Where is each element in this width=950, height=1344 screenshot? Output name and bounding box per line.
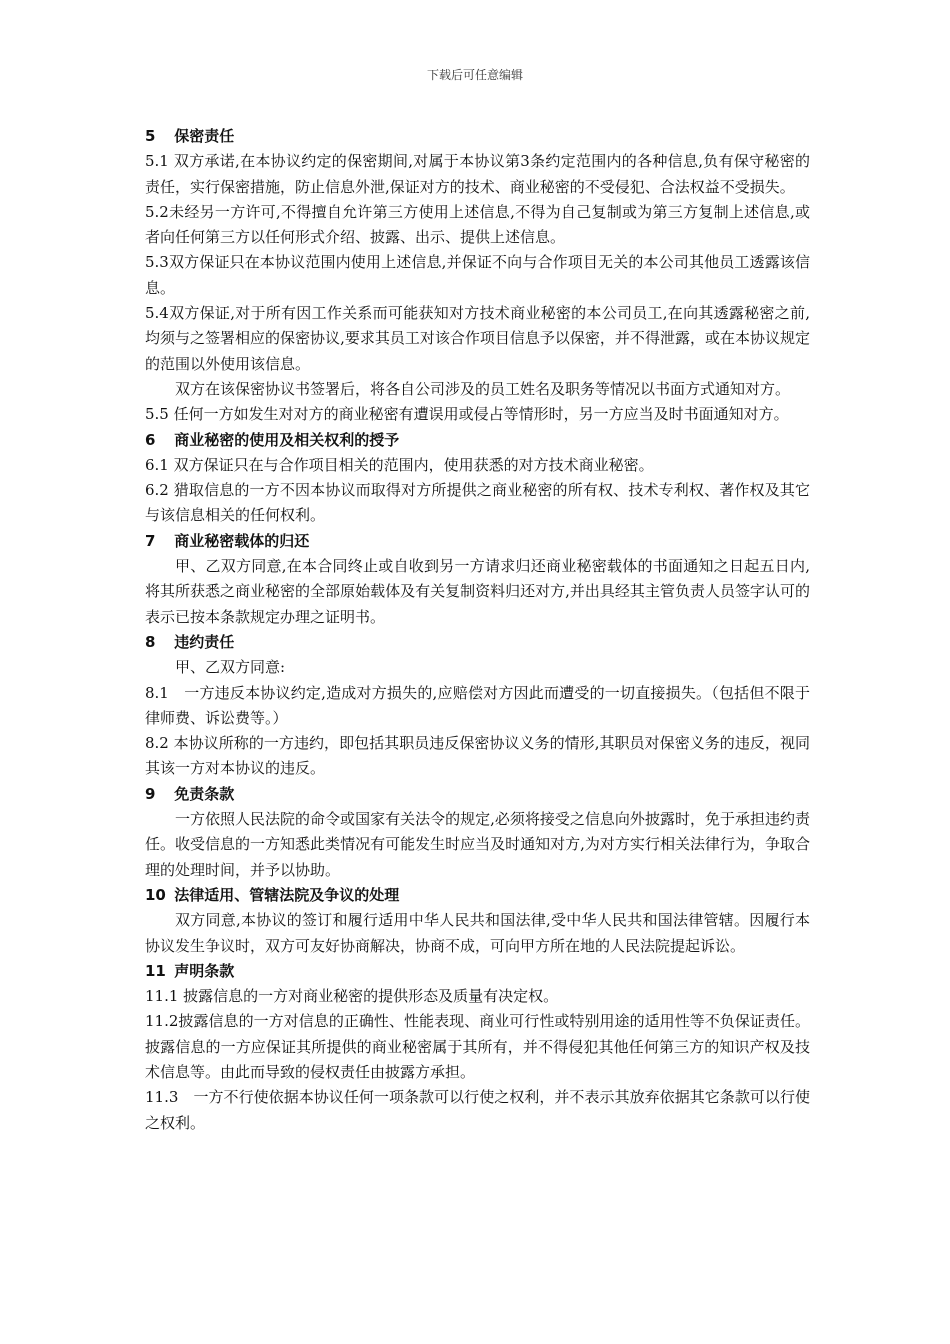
section-number: 6 xyxy=(145,430,156,449)
paragraph: 5.5 任何一方如发生对对方的商业秘密有遭误用或侵占等情形时，另一方应当及时书面通知对方。 xyxy=(145,405,789,424)
section-title: 声明条款 xyxy=(174,961,235,980)
paragraph: 双方同意,本协议的签订和履行适用中华人民共和国法律,受中华人民共和国法律管辖。因履行本协议发生争议时，双方可友好协商解决，协商不成，可向甲方所在地的人民法院提起诉讼。 xyxy=(145,911,810,955)
paragraph: 6.1 双方保证只在与合作项目相关的范围内，使用获悉的对方技术商业秘密。 xyxy=(145,455,654,474)
paragraph: 5.2未经另一方许可,不得擅自允许第三方使用上述信息,不得为自己复制或为第三方复制上述信息,或者向任何第三方以任何形式介绍、披露、出示、提供上述信息。 xyxy=(145,202,810,247)
section-heading-10 xyxy=(145,883,810,908)
paragraph: 8.2 本协议所称的一方违约，即包括其职员违反保密协议义务的情形,其职员对保密义务的违反，视同其该一方对本协议的违反。 xyxy=(145,734,810,778)
paragraph: 甲、乙双方同意,在本合同终止或自收到另一方请求归还商业秘密载体的书面通知之日起五日内,将其所获悉之商业秘密的全部原始载体及有关复制资料归还对方,并出具经其主管负责人员签字认可的表示已按本条款规定办理之证明书。 xyxy=(145,557,810,626)
paragraph: 甲、乙双方同意: xyxy=(175,658,286,677)
section-title: 保密责任 xyxy=(174,127,235,145)
section-heading-8 xyxy=(145,630,810,655)
section-number: 7 xyxy=(145,531,156,550)
section-number: 9 xyxy=(145,784,156,803)
paragraph: 11.2披露信息的一方对信息的正确性、性能表现、商业可行性或特别用途的适用性等不负保证责任。披露信息的一方应保证其所提供的商业秘密属于其所有，并不得侵犯其他任何第三方的知识产权及技术信息等。由此而导致的侵权责任由披露方承担。 xyxy=(145,1012,810,1081)
page-header: 下载后可任意编辑 xyxy=(426,68,523,82)
paragraph: 一方依照人民法院的命令或国家有关法令的规定,必须将接受之信息向外披露时，免于承担违约责任。收受信息的一方知悉此类情况有可能发生时应当及时通知对方,为对方实行相关法律行为，争取合理的处理时间，并予以协助。 xyxy=(145,810,810,879)
section-number: 8 xyxy=(145,632,156,651)
section-number: 10 xyxy=(145,885,166,904)
paragraph: 双方在该保密协议书签署后，将各自公司涉及的员工姓名及职务等情况以书面方式通知对方。 xyxy=(175,379,791,398)
paragraph: 8.1 一方违反本协议约定,造成对方损失的,应赔偿对方因此而遭受的一切直接损失。（包括但不限于律师费、诉讼费等。） xyxy=(145,683,810,727)
section-heading-6 xyxy=(145,428,810,453)
document-body xyxy=(145,124,810,1136)
section-number: 5 xyxy=(145,127,156,145)
paragraph: 6.2 猎取信息的一方不因本协议而取得对方所提供之商业秘密的所有权、技术专利权、著作权及其它与该信息相关的任何权利。 xyxy=(145,481,810,525)
section-heading-7 xyxy=(145,529,810,554)
section-title: 免责条款 xyxy=(174,784,235,803)
paragraph: 5.3双方保证只在本协议范围内使用上述信息,并保证不向与合作项目无关的本公司其他员工透露该信息。 xyxy=(145,253,810,297)
section-heading-9 xyxy=(145,782,810,807)
paragraph: 11.3 一方不行使依据本协议任何一项条款可以行使之权利，并不表示其放弃依据其它条款可以行使之权利。 xyxy=(145,1088,810,1132)
section-title: 法律适用、管辖法院及争议的处理 xyxy=(174,885,400,904)
section-title: 商业秘密的使用及相关权利的授予 xyxy=(174,430,400,449)
section-title: 违约责任 xyxy=(174,632,235,651)
paragraph: 5.1 双方承诺,在本协议约定的保密期间,对属于本协议第3条约定范围内的各种信息,负有保守秘密的责任，实行保密措施，防止信息外泄,保证对方的技术、商业秘密的不受侵犯、合法权益不受损失。 xyxy=(145,152,810,196)
paragraph: 11.1 披露信息的一方对商业秘密的提供形态及质量有决定权。 xyxy=(145,987,559,1006)
section-heading-5 xyxy=(145,124,810,149)
section-heading-11 xyxy=(145,959,810,984)
section-number: 11 xyxy=(145,961,166,980)
section-title: 商业秘密载体的归还 xyxy=(174,531,310,550)
paragraph: 5.4双方保证,对于所有因工作关系而可能获知对方技术商业秘密的本公司员工,在向其透露秘密之前,均须与之签署相应的保密协议,要求其员工对该合作项目信息予以保密，并不得泄露，或在本协议规定的范围以外使用该信息。 xyxy=(145,304,810,373)
